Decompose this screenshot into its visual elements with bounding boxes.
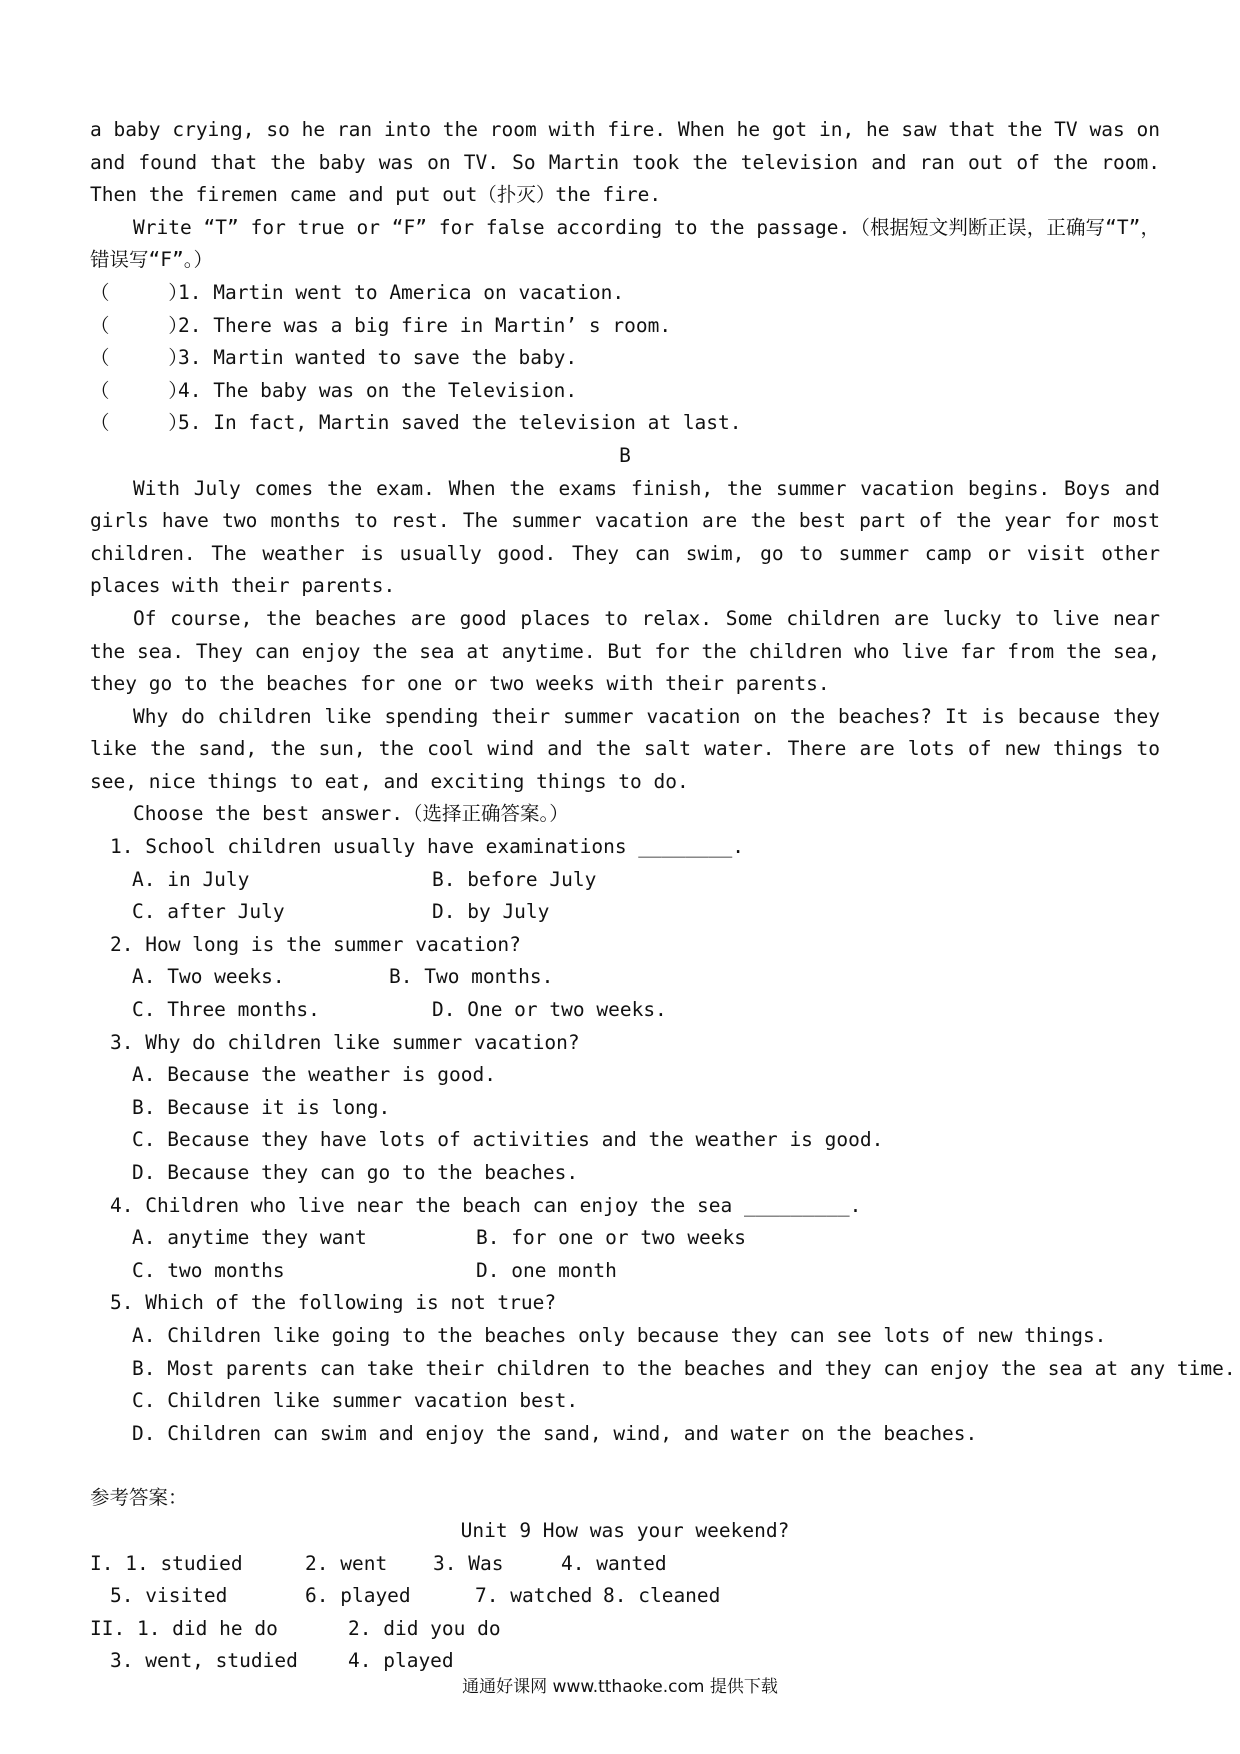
section-b-title: B [619,443,631,467]
option-c: C. two months [132,1258,285,1282]
question-4 [90,1190,1160,1288]
question-stem: 2. How long is the summer vacation? [110,932,521,956]
option-b: B. Most parents can take their children to the beaches and they can enjoy the sea at any time. [132,1356,1236,1380]
tf-item [90,407,1160,440]
tf-item-text: 1. Martin went to America on vacation. [178,280,625,304]
answer-cell: 4. wanted [561,1551,667,1575]
option-a: A. Because the weather is good. [132,1063,496,1087]
question-5 [90,1287,1236,1450]
option-b: B. for one or two weeks [476,1226,747,1250]
question-stem: 3. Why do children like summer vacation? [110,1030,580,1054]
tf-item [90,310,1160,343]
answers-heading: 参考答案： [90,1486,188,1510]
answer-cell: 3. Was [433,1551,504,1575]
option-d: D. One or two weeks. [432,998,667,1022]
question-stem: 1. School children usually have examinations ________. [110,835,744,859]
page-footer: 通通好课网 www.tthaoke.com 提供下载 [462,1677,778,1697]
tf-item [90,375,1160,408]
answer-paren: （ ） [90,313,188,337]
document-page [90,114,1236,1678]
passage-b-paragraph-2: Of course, the beaches are good places to relax. Some children are lucky to live near the sea. They can enjoy the sea at anytime. But for the children who live far from the sea, they go to the beaches for one or two weeks with their parents. [90,606,1160,696]
question-stem: 4. Children who live near the beach can enjoy the sea _________. [110,1193,862,1217]
answer-cell: 7. watched [475,1584,593,1608]
question-3 [90,1027,1160,1190]
tf-item-text: 2. There was a big fire in Martin’ s room. [178,313,672,337]
question-1 [90,831,1160,929]
answer-paren: （ ） [90,346,188,370]
answer-cell: 3. went, studied [110,1649,298,1673]
answer-cell: 6. played [305,1584,411,1608]
tf-item-text: 4. The baby was on the Television. [178,378,578,402]
section-gap [90,1450,1160,1482]
option-b: B. Because it is long. [132,1095,391,1119]
tf-item [90,277,1160,310]
option-row [132,1255,1160,1288]
option-d: D. Children can swim and enjoy the sand, wind, and water on the beaches. [132,1421,978,1445]
option-a: A. anytime they want [132,1226,367,1250]
option-row [132,1222,1160,1255]
option-a: A. Children like going to the beaches only because they can see lots of new things. [132,1323,1107,1347]
option-row [132,864,1160,897]
option-row [132,961,1160,994]
option-d: D. one month [476,1258,617,1282]
option-d: D. Because they can go to the beaches. [132,1161,579,1184]
answer-cell: 8. cleaned [603,1584,721,1608]
answers-unit-title: Unit 9 How was your weekend? [460,1518,790,1542]
answer-cell: 2. went [305,1551,388,1575]
tf-item [90,342,1160,375]
answer-paren: （ ） [90,411,188,435]
option-b: B. Two months. [389,965,554,989]
tf-item-text: 5. In fact, Martin saved the television at last. [178,411,742,435]
mc-instruction: Choose the best answer.（选择正确答案。） [133,802,569,826]
option-b: B. before July [432,867,597,891]
option-d: D. by July [432,900,550,924]
option-c: C. Because they have lots of activities and the weather is good. [132,1128,884,1152]
question-2 [90,929,1160,1027]
answer-cell: 2. did you do [348,1616,501,1640]
passage-b-paragraph-3: Why do children like spending their summer vacation on the beaches? It is because they like the sand, the sun, the cool wind and the salt water. There are lots of new things to see, nice things to eat, and exciting things to do. [90,704,1160,793]
option-c: C. after July [132,900,285,924]
answer-paren: （ ） [90,280,188,304]
option-a: A. Two weeks. [132,965,285,989]
tf-list [90,277,1160,440]
answer-cell: I. 1. studied [90,1551,243,1575]
option-a: A. in July [132,867,250,891]
passage-b-paragraph-1: With July comes the exam. When the exams finish, the summer vacation begins. Boys and girls have two months to rest. The summer vacation are the best part of the year for most children. The weather is usually good. They can swim, go to summer camp or visit other places with their parents. [90,476,1160,598]
answer-row [90,1580,1160,1613]
option-c: C. Three months. [132,998,320,1022]
answer-cell: 5. visited [110,1584,228,1608]
answer-row [90,1613,1160,1646]
question-stem: 5. Which of the following is not true? [110,1291,557,1315]
answer-row [90,1548,1160,1581]
option-row [132,896,1160,929]
answer-cell: 4. played [348,1649,454,1673]
answer-key [90,1548,1160,1678]
tf-instruction: Write “T” for true or “F” for false according to the passage.（根据短文判断正误，正确写“T”，错误写“F”。） [90,215,1160,272]
passage-a-ending: a baby crying, so he ran into the room with fire. When he got in, he saw that the TV was on and found that the baby was on TV. So Martin took the television and ran out of the room. Then the firemen came and put out（扑灭）the fire. [90,118,1160,207]
answer-cell: II. 1. did he do [90,1616,278,1640]
option-c: C. Children like summer vacation best. [132,1389,579,1413]
answer-paren: （ ） [90,378,188,402]
tf-item-text: 3. Martin wanted to save the baby. [178,346,578,370]
option-row [132,994,1160,1027]
